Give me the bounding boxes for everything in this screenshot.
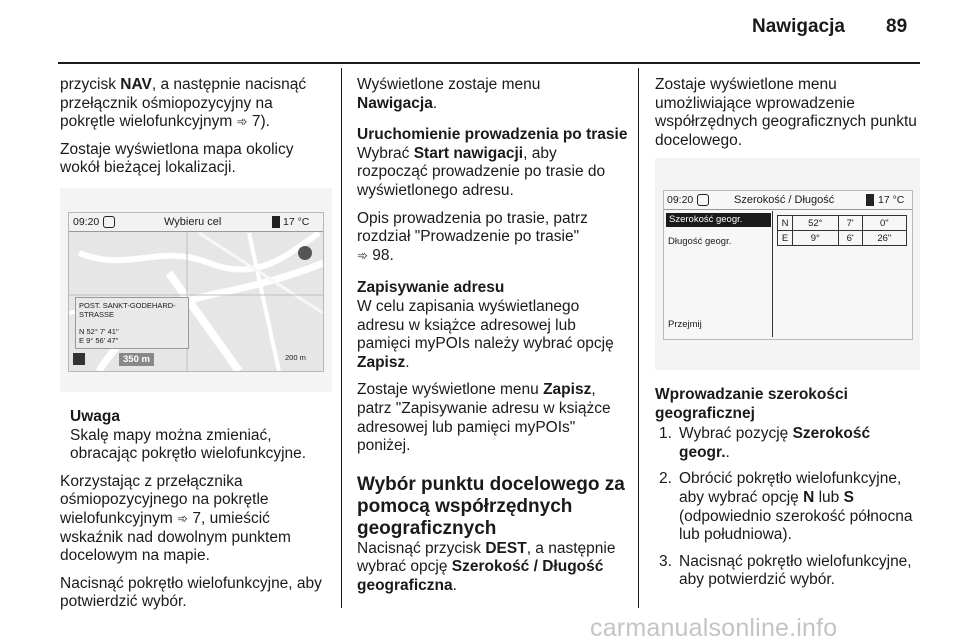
paragraph: Zostaje wyświetlone menu umożliwiające wprowadzenie współrzędnych geograficznych punktu docelowego.	[655, 76, 917, 149]
section-heading: Zapisywanie adresu	[357, 279, 505, 297]
section-heading-large: Wybór punktu docelowego za pomocą współrzędnych geograficznych	[357, 473, 625, 539]
page-number: 89	[886, 16, 908, 37]
section-heading: Uruchomienie prowadzenia po trasie	[357, 126, 628, 144]
watermark: carmanualsonline.info	[590, 614, 838, 642]
paragraph: przycisk NAV, a następnie nacisnąć przełącznik ośmiopozycyjny na pokrętle wielofunkcyjnym ➾ 7).	[60, 76, 307, 131]
menu-item-latitude[interactable]: Szerokość geogr.	[666, 213, 771, 227]
paragraph: Korzystając z przełącznika ośmiopozycyjnego na pokrętle wielofunkcyjnym ➾ 7, umieścić wskaźnik nad dowolnym punktem docelowym na mapie.	[60, 472, 291, 565]
display-screen	[663, 190, 913, 340]
display-screen	[68, 212, 324, 372]
table-row: E 9° 6' 26"	[778, 231, 907, 246]
menu-item-accept[interactable]: Przejmij	[668, 319, 702, 330]
panel-divider	[772, 211, 773, 337]
steps-list	[655, 425, 923, 590]
nav-icon	[697, 194, 709, 206]
list-item: 2. Obrócić pokrętło wielofunkcyjne, aby wybrać opcję N lub S (odpowiednio szerokość północna lub południowa).	[659, 470, 913, 544]
paragraph: Zostaje wyświetlone menu Zapisz, patrz "Zapisywanie adresu w książce adresowej lub pamięci myPOIs" poniżej.	[357, 381, 611, 455]
location-info-box: POST. SANKT-GODEHARD-STRASSE N 52° 7' 41" E 9° 56' 47"	[75, 297, 189, 349]
column-1-lower	[60, 408, 330, 621]
map-scale-label: 350 m	[119, 353, 154, 366]
column-divider-1	[341, 68, 342, 608]
page-title: Nawigacja	[752, 16, 845, 37]
paragraph: Zostaje wyświetlona mapa okolicy wokół bieżącej lokalizacji.	[60, 140, 294, 177]
paragraph: Nacisnąć pokrętło wielofunkcyjne, aby potwierdzić wybór.	[60, 574, 322, 611]
map-scale-bar: 200 m	[285, 353, 306, 362]
status-bar: 09:20 Szerokość / Długość 17 °C	[664, 191, 912, 210]
coordinates-table	[777, 215, 907, 246]
phone-icon	[272, 216, 280, 228]
paragraph: W celu zapisania wyświetlanego adresu w książce adresowej lub pamięci myPOIs należy wybrać opcję Zapisz.	[357, 297, 614, 371]
status-bar: 09:20 Wybieru cel 17 °C	[69, 213, 323, 232]
paragraph: Wybrać Start nawigacji, aby rozpocząć prowadzenie po trasie do wyświetlonego adresu.	[357, 144, 606, 199]
nav-icon	[103, 216, 115, 228]
coordinates-screenshot	[655, 158, 920, 370]
column-2	[357, 76, 629, 604]
column-divider-2	[638, 68, 639, 608]
list-item: 1. Wybrać pozycję Szerokość geogr..	[659, 425, 871, 461]
paragraph: Wyświetlone zostaje menu Nawigacja.	[357, 76, 541, 112]
table-row: N 52° 7' 0"	[778, 216, 907, 231]
section-heading: Wprowadzanie szerokości geograficznej	[655, 386, 848, 422]
column-3	[655, 76, 923, 159]
paragraph: Opis prowadzenia po trasie, patrz rozdział "Prowadzenie po trasie" ➾ 98.	[357, 209, 588, 264]
note-box: Uwaga Skalę mapy można zmieniać, obracając pokrętło wielofunkcyjne.	[70, 408, 307, 463]
map-screenshot	[60, 188, 332, 392]
header-divider	[58, 62, 920, 64]
reference-arrow-icon: ➾	[177, 510, 189, 526]
column-1	[60, 76, 330, 187]
map-menu-icon	[73, 353, 85, 365]
list-item: 3. Nacisnąć pokrętło wielofunkcyjne, aby potwierdzić wybór.	[659, 552, 912, 589]
phone-icon	[866, 194, 874, 206]
reference-arrow-icon: ➾	[236, 114, 248, 130]
column-3-lower	[655, 386, 923, 598]
reference-arrow-icon: ➾	[357, 247, 368, 263]
menu-item-longitude[interactable]: Długość geogr.	[668, 236, 732, 247]
paragraph: Nacisnąć przycisk DEST, a następnie wybrać opcję Szerokość / Długość geograficzna.	[357, 539, 616, 594]
